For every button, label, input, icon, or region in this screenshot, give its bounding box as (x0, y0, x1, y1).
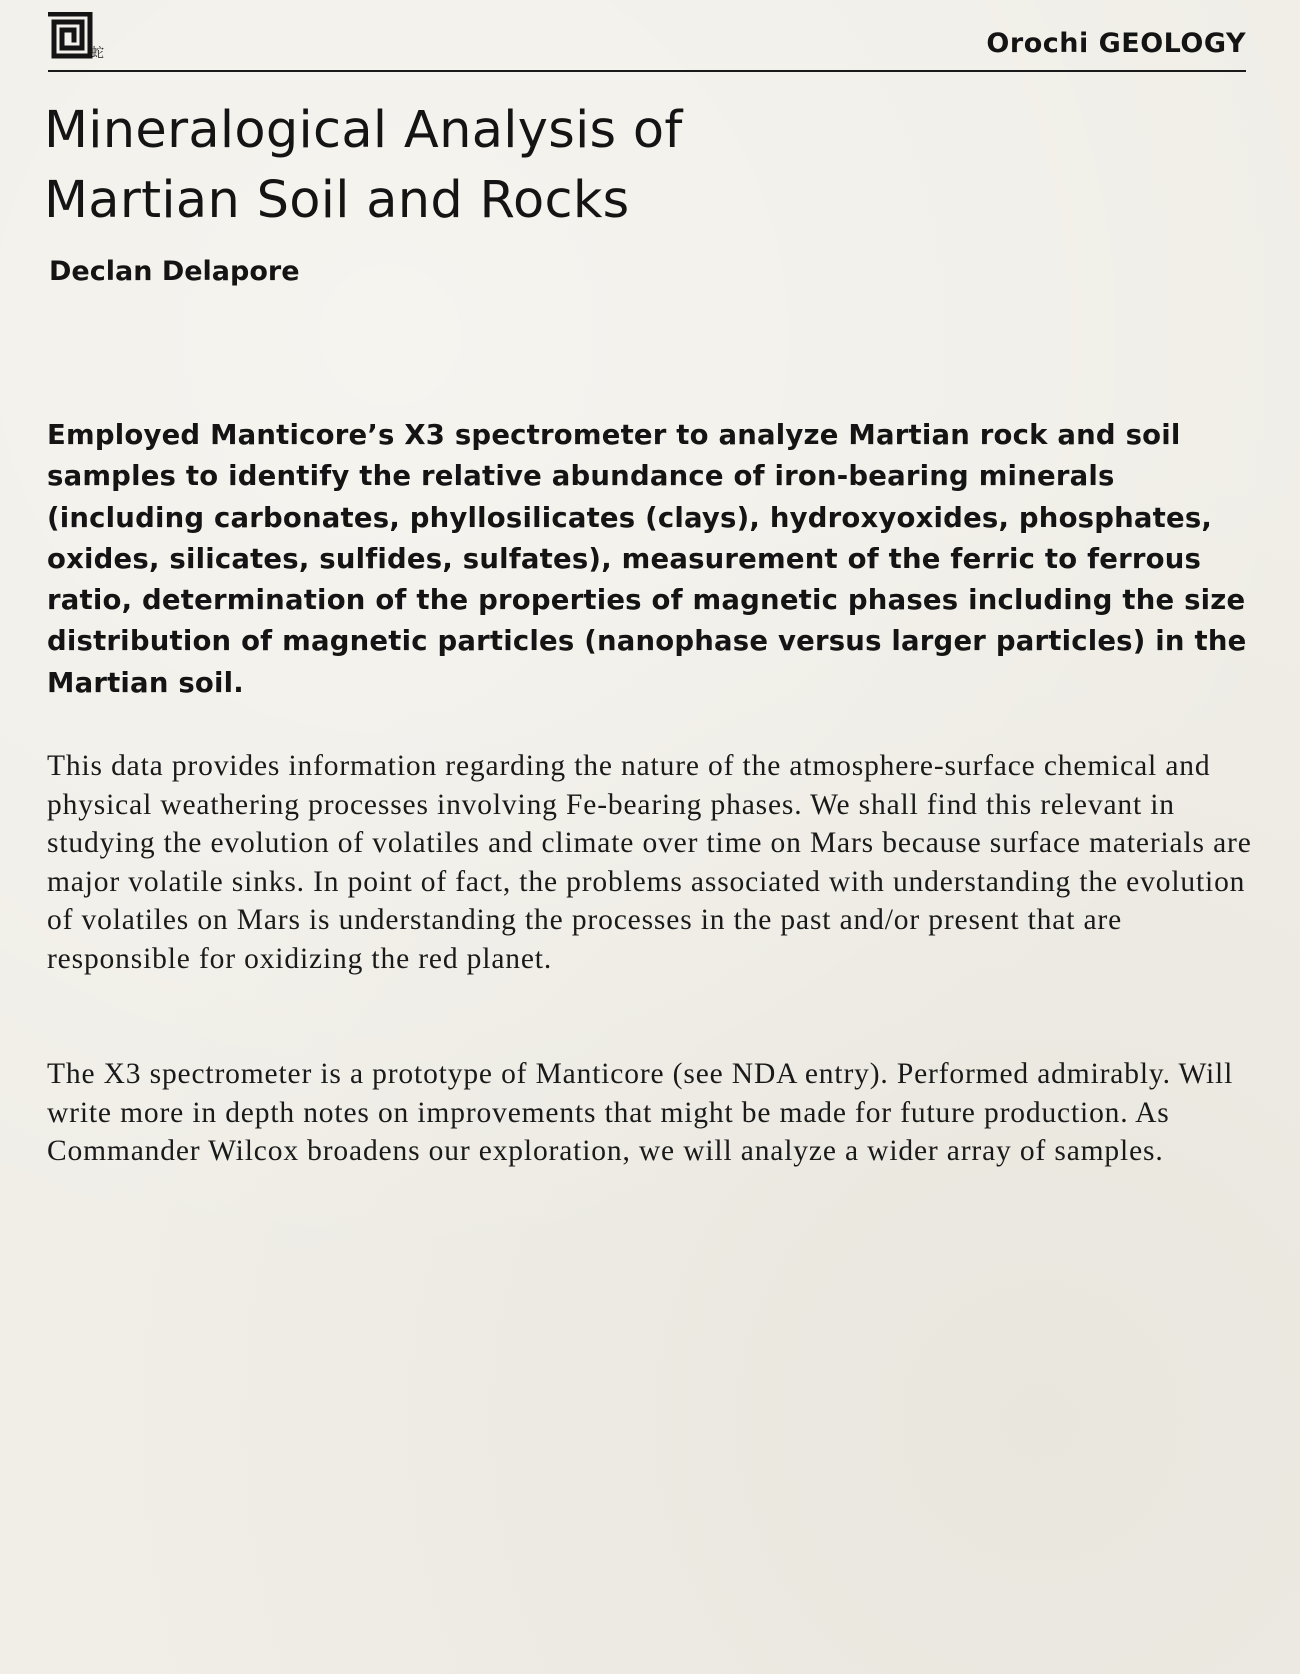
abstract-paragraph: Employed Manticore’s X3 spectrometer to analyze Martian rock and soil samples to identify the relative abundance of iron-bearing minerals (including carbonates, phyllosilicates (clays), hydroxyoxides, phosphates, oxides, silicates, sulfides, sulfates), measurement of the ferric to ferrous ratio, determination of the properties of magnetic phases including the size distribution of magnetic particles (nanophase versus larger particles) in the Martian soil. (47, 419, 1247, 699)
svg-text:蛇: 蛇 (91, 46, 105, 60)
page-title (44, 96, 864, 236)
orochi-snake-seal-icon (48, 12, 110, 60)
page-header (48, 10, 1246, 72)
body-paragraph-2: The X3 spectrometer is a prototype of Manticore (see NDA entry). Performed admirably. Will write more in depth notes on improvements that might be made for future production. As Commander Wilcox broadens our exploration, we will analyze a wider array of samples. (47, 1058, 1234, 1167)
title-line-2: Martian Soil and Rocks (44, 171, 630, 230)
title-line-1: Mineralogical Analysis of (44, 101, 683, 160)
body-paragraph-1: This data provides information regarding the nature of the atmosphere-surface chemical and physical weathering processes involving Fe-bearing phases. We shall find this relevant in studying the evolution of volatiles and climate over time on Mars because surface materials are major volatile sinks. In point of fact, the problems associated with understanding the evolution of volatiles on Mars is understanding the processes in the past and/or present that are responsible for oxidizing the red planet. (47, 750, 1252, 975)
brand-name: Orochi GEOLOGY (986, 28, 1246, 59)
author-name: Declan Delapore (49, 256, 300, 287)
